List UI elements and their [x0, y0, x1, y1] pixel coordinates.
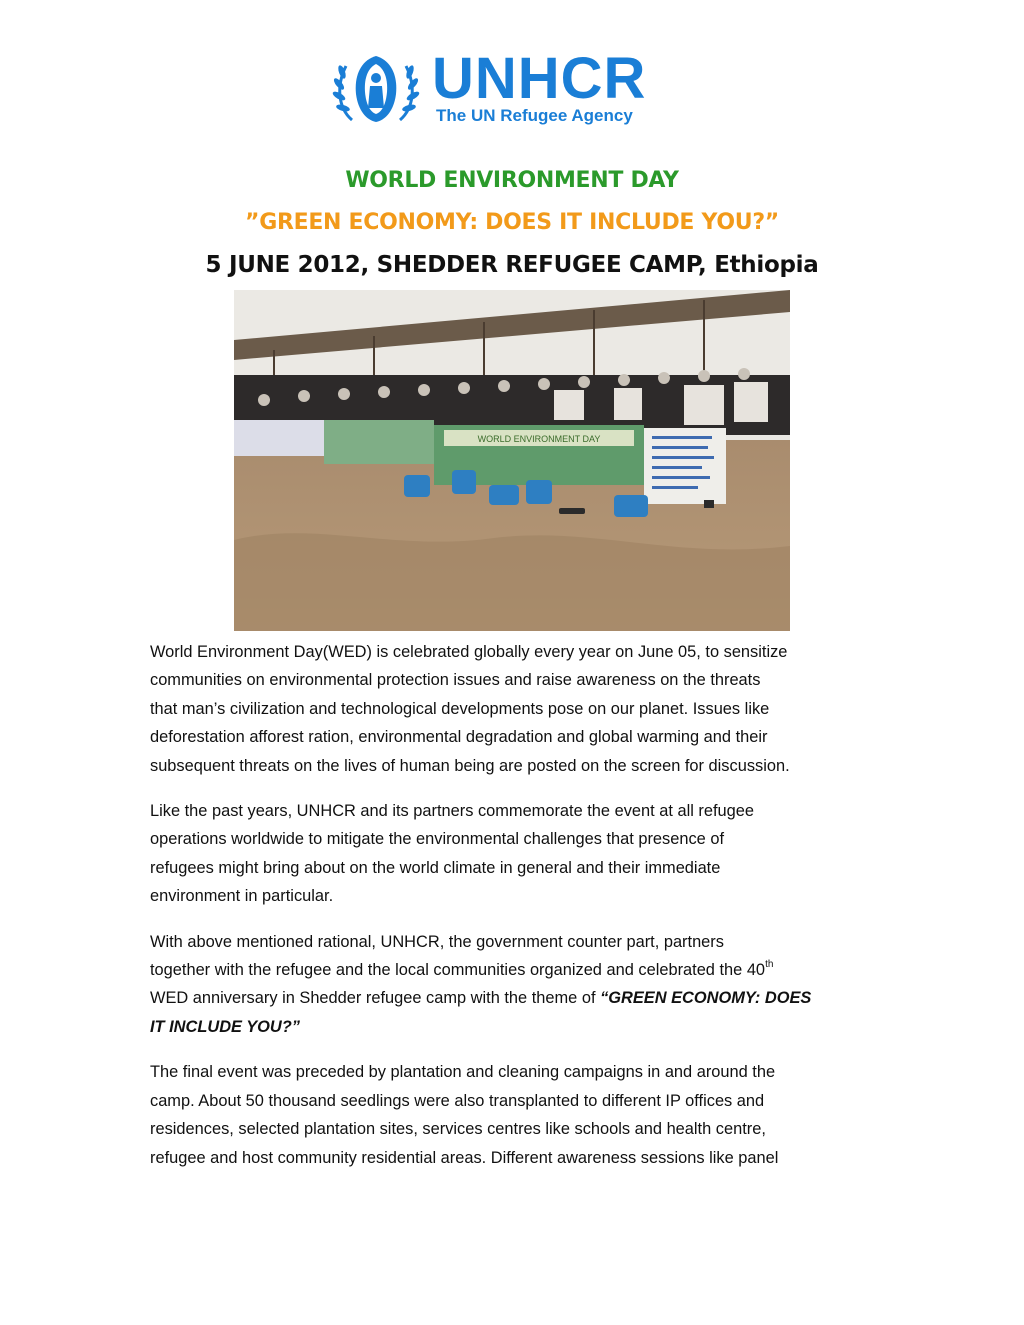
logo-brand: UNHCR	[432, 46, 647, 111]
event-photo	[234, 290, 790, 631]
unhcr-logo	[332, 46, 654, 132]
paragraph-3	[150, 928, 880, 1042]
photo-banner-text: WORLD ENVIRONMENT DAY	[477, 434, 601, 444]
text-line: environment in particular.	[150, 887, 334, 906]
text-line	[150, 1013, 880, 1041]
event-theme: ”GREEN ECONOMY: DOES IT INCLUDE YOU?”	[245, 210, 779, 235]
paragraph-4	[150, 1058, 880, 1172]
text-line: deforestation afforest ration, environmental degradation and global warming and their	[150, 728, 768, 747]
paragraph-2	[150, 797, 880, 911]
text-line: refugee and host community residential areas. Different awareness sessions like panel	[150, 1148, 779, 1167]
event-title: WORLD ENVIRONMENT DAY	[345, 168, 679, 193]
text-line: With above mentioned rational, UNHCR, the government counter part, partners	[150, 932, 724, 951]
unhcr-emblem-icon	[332, 50, 420, 128]
text-line	[150, 984, 880, 1012]
paragraph-1	[150, 638, 880, 780]
theme-emphasis: “GREEN ECONOMY: DOES	[600, 989, 812, 1008]
text-line: The final event was preceded by plantation and cleaning campaigns in and around the	[150, 1063, 776, 1082]
text-fragment: together with the refugee and the local communities organized and celebrated the 40	[150, 961, 766, 980]
theme-emphasis: IT INCLUDE YOU?”	[150, 1017, 300, 1036]
event-date-location: 5 JUNE 2012, SHEDDER REFUGEE CAMP, Ethiopia	[205, 252, 819, 278]
text-line: subsequent threats on the lives of human being are posted on the screen for discussion.	[150, 756, 790, 775]
text-line: communities on environmental protection issues and raise awareness on the threats	[150, 671, 761, 690]
text-line: camp. About 50 thousand seedlings were also transplanted to different IP offices and	[150, 1091, 765, 1110]
text-line: World Environment Day(WED) is celebrated globally every year on June 05, to sensitize	[150, 643, 788, 661]
text-line: residences, selected plantation sites, services centres like schools and health centre,	[150, 1120, 766, 1139]
text-line: Like the past years, UNHCR and its partners commemorate the event at all refugee	[150, 802, 755, 821]
text-line: that man’s civilization and technological developments pose on our planet. Issues like	[150, 699, 770, 718]
text-fragment: WED anniversary in Shedder refugee camp with the theme of	[150, 989, 601, 1008]
article-body	[150, 638, 880, 1189]
text-line: operations worldwide to mitigate the environmental challenges that presence of	[150, 830, 725, 849]
ordinal-suffix: th	[765, 958, 774, 970]
logo-tagline: The UN Refugee Agency	[436, 106, 633, 125]
text-line	[150, 956, 880, 984]
text-line: refugees might bring about on the world climate in general and their immediate	[150, 858, 721, 877]
